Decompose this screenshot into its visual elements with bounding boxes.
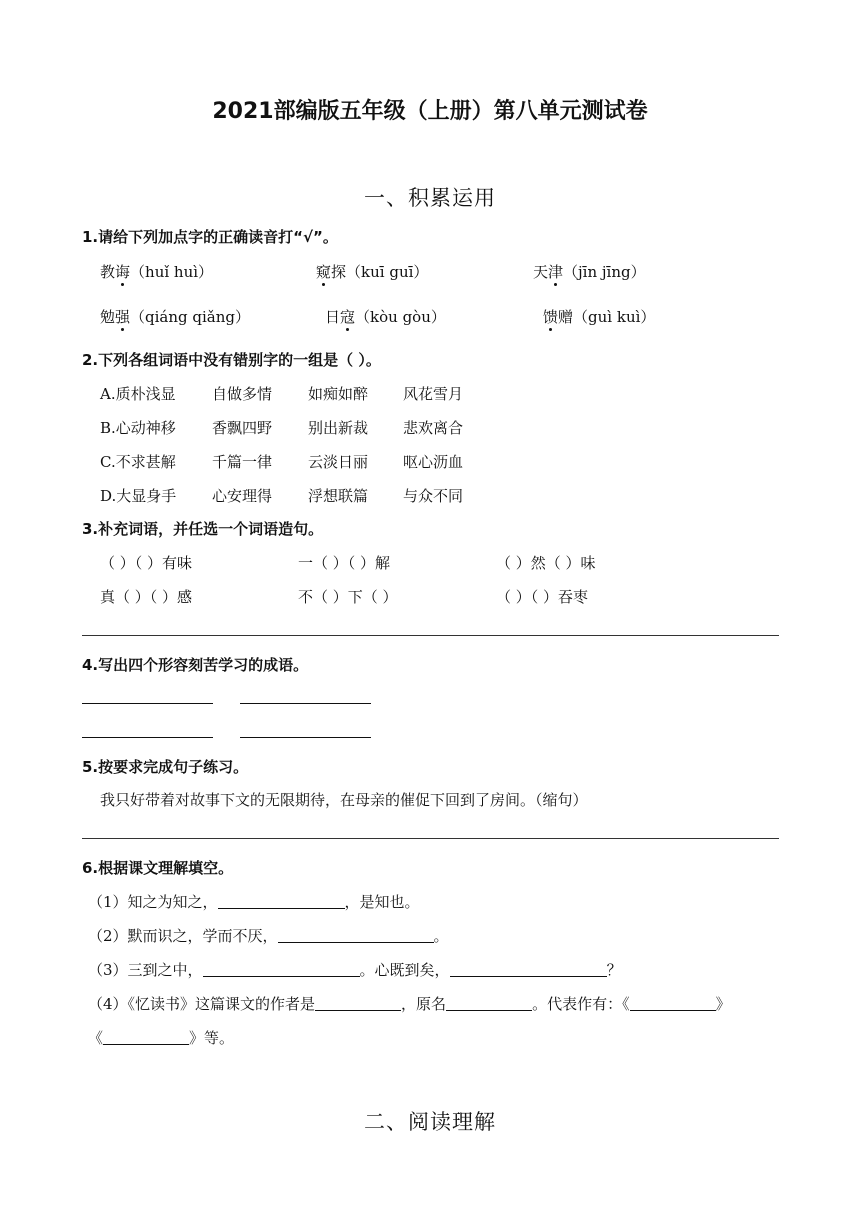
option-word: 自做多情 xyxy=(212,385,273,403)
dotted-char: 馈 xyxy=(543,308,559,326)
fill-line-1: （1）知之为知之， ，是知也。 xyxy=(88,893,420,911)
fill-line-5: 《 》等。 xyxy=(88,1029,235,1047)
answer-blank[interactable] xyxy=(82,703,213,704)
sentence-text: 我只好带着对故事下文的无限期待，在母亲的催促下回到了房间。（缩句） xyxy=(100,791,588,809)
dotted-char: 强 xyxy=(115,308,131,326)
answer-line[interactable] xyxy=(82,635,779,636)
dotted-char: 诲 xyxy=(115,263,131,281)
option-b: B.心动神移 xyxy=(100,419,176,437)
pinyin-item-3: 天津（jīn jīng） xyxy=(533,263,646,281)
fill-word: （ ）（ ）吞枣 xyxy=(496,588,589,606)
section-heading-1: 一、积累运用 xyxy=(364,186,496,210)
question-1-prompt: 1.请给下列加点字的正确读音打“√”。 xyxy=(82,228,338,246)
answer-blank[interactable] xyxy=(103,1029,189,1045)
answer-blank[interactable] xyxy=(630,995,716,1011)
fill-line-3: （3）三到之中， 。心既到矣， ？ xyxy=(88,961,622,979)
option-word: 浮想联篇 xyxy=(308,487,369,505)
pinyin-item-2: 窥探（kuī guī） xyxy=(316,263,429,281)
answer-blank[interactable] xyxy=(82,737,213,738)
answer-blank[interactable] xyxy=(315,995,401,1011)
option-word: 云淡日丽 xyxy=(308,453,369,471)
fill-line-2: （2）默而识之，学而不厌， 。 xyxy=(88,927,449,945)
answer-blank[interactable] xyxy=(203,961,360,977)
fill-word: （ ）（ ）有味 xyxy=(100,554,193,572)
page-title: 2021部编版五年级（上册）第八单元测试卷 xyxy=(212,99,648,124)
option-word: 风花雪月 xyxy=(403,385,464,403)
option-word: 香飘四野 xyxy=(212,419,273,437)
pinyin-item-1: 教诲（huǐ huì） xyxy=(100,263,214,281)
fill-word: 一（ ）（ ）解 xyxy=(298,554,391,572)
option-d: D.大显身手 xyxy=(100,487,177,505)
question-6-prompt: 6.根据课文理解填空。 xyxy=(82,859,234,877)
question-5-prompt: 5.按要求完成句子练习。 xyxy=(82,758,249,776)
answer-blank[interactable] xyxy=(450,961,607,977)
option-word: 与众不同 xyxy=(403,487,464,505)
fill-word: （ ）然（ ）味 xyxy=(496,554,596,572)
pinyin-item-6: 馈赠（guì kuì） xyxy=(543,308,656,326)
question-2-prompt: 2.下列各组词语中没有错别字的一组是（ ）。 xyxy=(82,351,381,369)
option-word: 别出新裁 xyxy=(308,419,369,437)
fill-line-4: （4）《忆读书》这篇课文的作者是 ，原名 。代表作有：《 》 xyxy=(88,995,731,1013)
question-3-prompt: 3.补充词语，并任选一个词语造句。 xyxy=(82,520,324,538)
option-word: 千篇一律 xyxy=(212,453,273,471)
option-c: C.不求甚解 xyxy=(100,453,176,471)
fill-word: 真（ ）（ ）感 xyxy=(100,588,193,606)
answer-blank[interactable] xyxy=(240,703,371,704)
option-a: A.质朴浅显 xyxy=(100,385,176,403)
option-word: 如痴如醉 xyxy=(308,385,369,403)
option-word: 心安理得 xyxy=(212,487,273,505)
dotted-char: 寇 xyxy=(340,308,356,326)
pinyin-item-4: 勉强（qiáng qiǎng） xyxy=(100,308,251,326)
answer-blank[interactable] xyxy=(278,927,434,943)
option-word: 悲欢离合 xyxy=(403,419,464,437)
answer-blank[interactable] xyxy=(240,737,371,738)
dotted-char: 窥 xyxy=(316,263,332,281)
answer-line[interactable] xyxy=(82,838,779,839)
answer-blank[interactable] xyxy=(446,995,532,1011)
answer-blank[interactable] xyxy=(218,893,345,909)
fill-word: 不（ ）下（ ） xyxy=(298,588,398,606)
dotted-char: 津 xyxy=(548,263,564,281)
question-4-prompt: 4.写出四个形容刻苦学习的成语。 xyxy=(82,656,309,674)
section-heading-2: 二、阅读理解 xyxy=(364,1110,496,1134)
pinyin-item-5: 日寇（kòu gòu） xyxy=(325,308,446,326)
option-word: 呕心沥血 xyxy=(403,453,464,471)
